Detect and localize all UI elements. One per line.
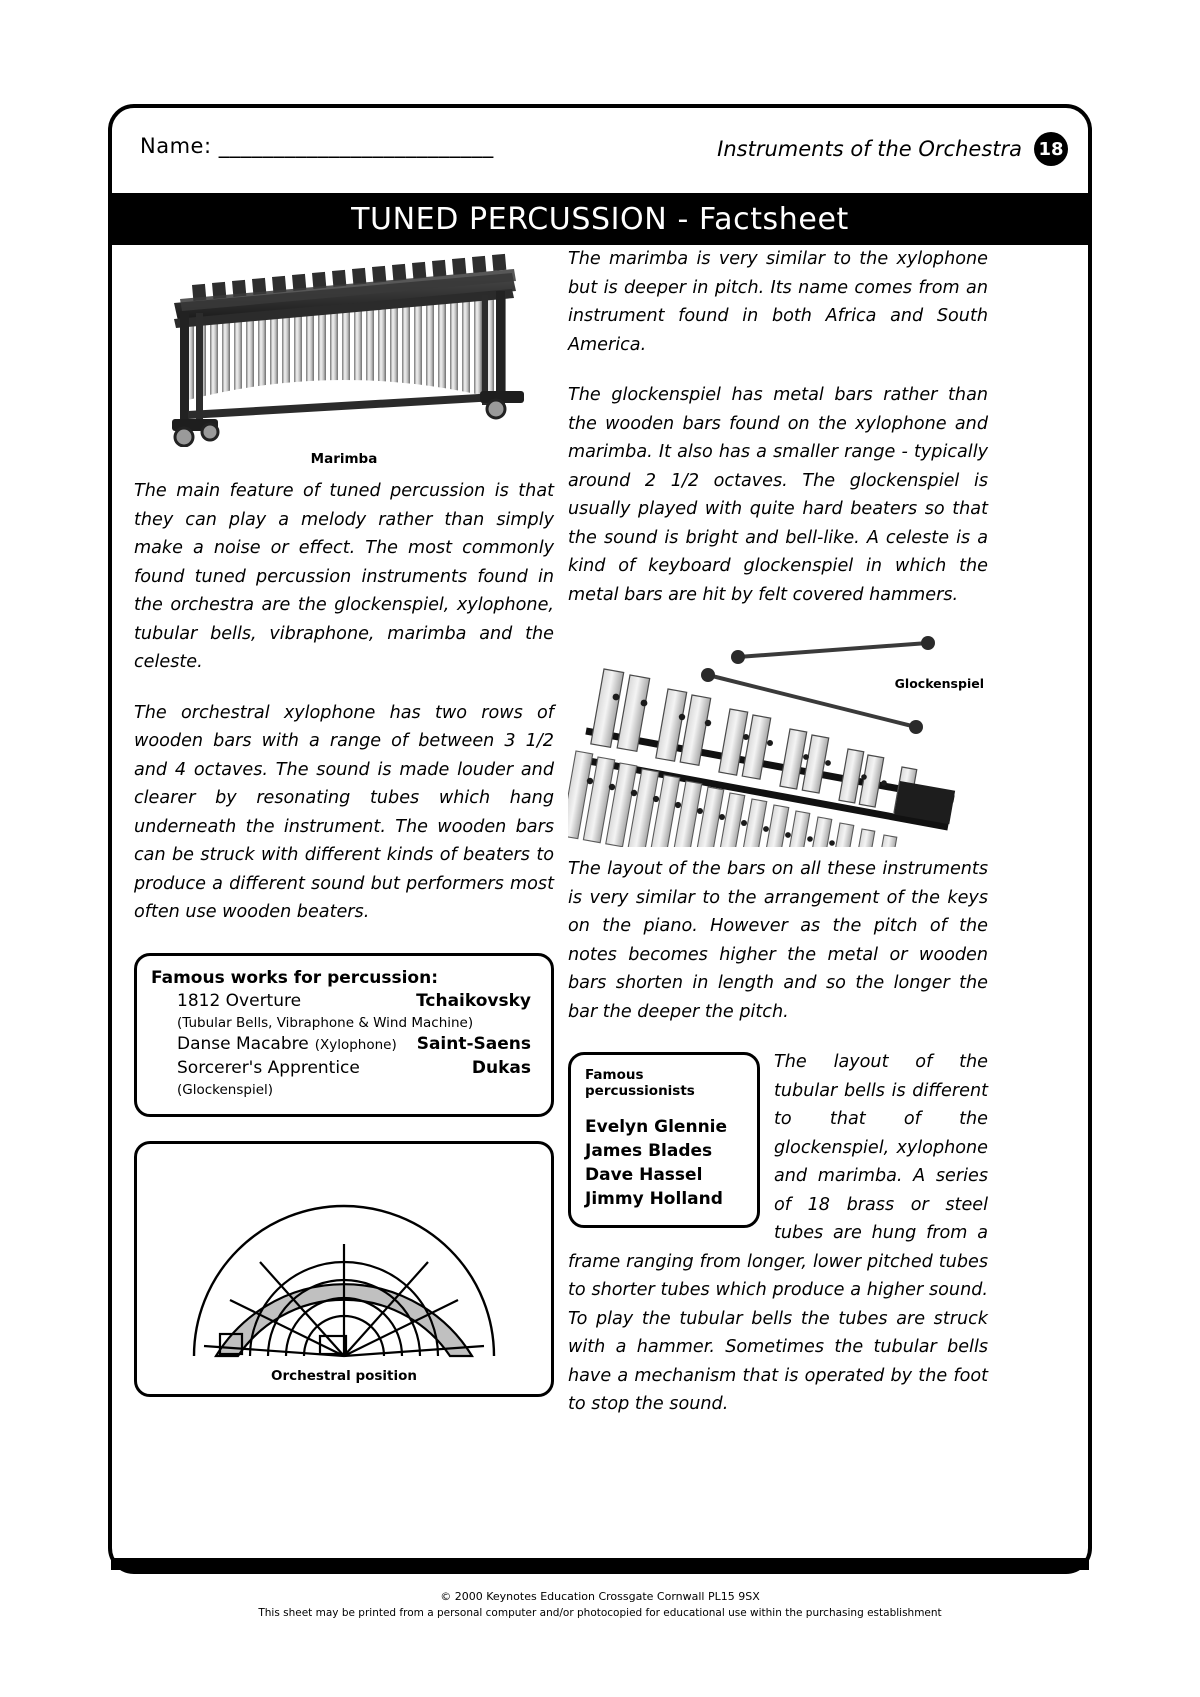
work-instrument-note: (Glockenspiel)	[177, 1081, 274, 1098]
right-paragraph-1: The marimba is very similar to the xylophone but is deeper in pitch. Its name comes from an instrument found in both Africa and South America.	[568, 249, 988, 355]
copyright-line: © 2000 Keynotes Education Crossgate Cornwall PL15 9SX	[440, 1590, 760, 1603]
page-header	[112, 108, 1088, 194]
marimba-photo	[144, 251, 544, 447]
famous-works-heading: Famous works for percussion:	[151, 967, 439, 988]
orchestral-position-box	[134, 1141, 554, 1397]
percussionist-name: Evelyn Glennie	[585, 1117, 728, 1137]
work-composer: Tchaikovsky	[416, 990, 531, 1011]
percussionist-name: Jimmy Holland	[585, 1189, 723, 1209]
marimba-caption: Marimba	[310, 451, 378, 467]
left-column	[134, 245, 554, 1397]
left-paragraph-2: The orchestral xylophone has two rows of wooden bars with a range of between 3 1/2 and 4 octaves. The sound is made louder and clearer by resonating tubes which hang underneath the instrument. The wooden bars can be struck with different kinds of beaters to produce a different sound but performers most often use wooden beaters.	[134, 702, 554, 922]
page-title: TUNED PERCUSSION - Factsheet	[351, 201, 849, 237]
glockenspiel-photo	[568, 631, 988, 847]
percussionist-name: Dave Hassel	[585, 1165, 703, 1185]
page-number-badge: 18	[1034, 132, 1068, 166]
work-title: Sorcerer's Apprentice	[177, 1057, 360, 1078]
worksheet-page	[108, 104, 1092, 1574]
footer-rule	[111, 1558, 1089, 1570]
work-entry	[151, 990, 537, 1013]
work-instrument: (Xylophone)	[314, 1036, 397, 1053]
work-title: Danse Macabre	[177, 1033, 309, 1054]
orchestra-seating-diagram	[164, 1150, 524, 1376]
famous-percussionists-box	[568, 1052, 760, 1228]
right-paragraph-4: The layout of the tubular bells is different to that of the glockenspiel, xylophone and marimba. A series of 18 brass or steel tubes are hung from a frame ranging from longer, lower pitched tubes to shorter tubes which produce a higher sound. To play the tubular bells the tubes are struck with a hammer. Sometimes the tubular bells have a mechanism that is operated by the foot to stop the sound.	[568, 1052, 988, 1414]
name-field-label[interactable]: Name: _________________________	[140, 134, 494, 158]
work-composer: Dukas	[471, 1057, 531, 1078]
work-entry	[151, 1057, 537, 1080]
work-composer: Saint-Saens	[416, 1033, 531, 1054]
percussionist-name: James Blades	[585, 1141, 713, 1161]
marimba-figure	[134, 251, 554, 467]
famous-works-box	[134, 953, 554, 1117]
work-entry	[151, 1033, 537, 1057]
right-column	[568, 245, 988, 1419]
license-line: This sheet may be printed from a personal computer and/or photocopied for educational use within the purchasing establishment	[258, 1607, 942, 1619]
famous-percussionists-heading: Famous percussionists	[585, 1067, 695, 1099]
right-paragraph-3: The layout of the bars on all these instruments is very similar to the arrangement of the keys on the piano. However as the pitch of the notes becomes higher the metal or wooden bars shorten in length and so the longer the bar the deeper the pitch.	[568, 859, 988, 1022]
work-instrument-note: (Tubular Bells, Vibraphone & Wind Machine)	[177, 1014, 474, 1031]
factsheet-title-bar	[111, 193, 1089, 245]
glockenspiel-label: Glockenspiel	[894, 676, 984, 691]
right-paragraph-2: The glockenspiel has metal bars rather than the wooden bars found on the xylophone and marimba. It also has a smaller range - typically around 2 1/2 octaves. The glockenspiel is usually played with quite hard beaters so that the sound is bright and bell-like. A celeste is a kind of keyboard glockenspiel in which the metal bars are hit by felt covered hammers.	[568, 385, 988, 605]
work-title: 1812 Overture	[177, 990, 302, 1011]
series-title: Instruments of the Orchestra	[717, 137, 1022, 161]
left-paragraph-1: The main feature of tuned percussion is that they can play a melody rather than simply make a noise or effect. The most commonly found tuned percussion instruments found in the orchestra are the glockenspiel, xylophone, tubular bells, vibraphone, marimba and the celeste.	[134, 481, 554, 672]
footer	[0, 1588, 1200, 1622]
orchestral-position-caption: Orchestral position	[270, 1367, 418, 1384]
content-area	[112, 245, 1088, 1500]
glockenspiel-figure	[568, 631, 988, 847]
